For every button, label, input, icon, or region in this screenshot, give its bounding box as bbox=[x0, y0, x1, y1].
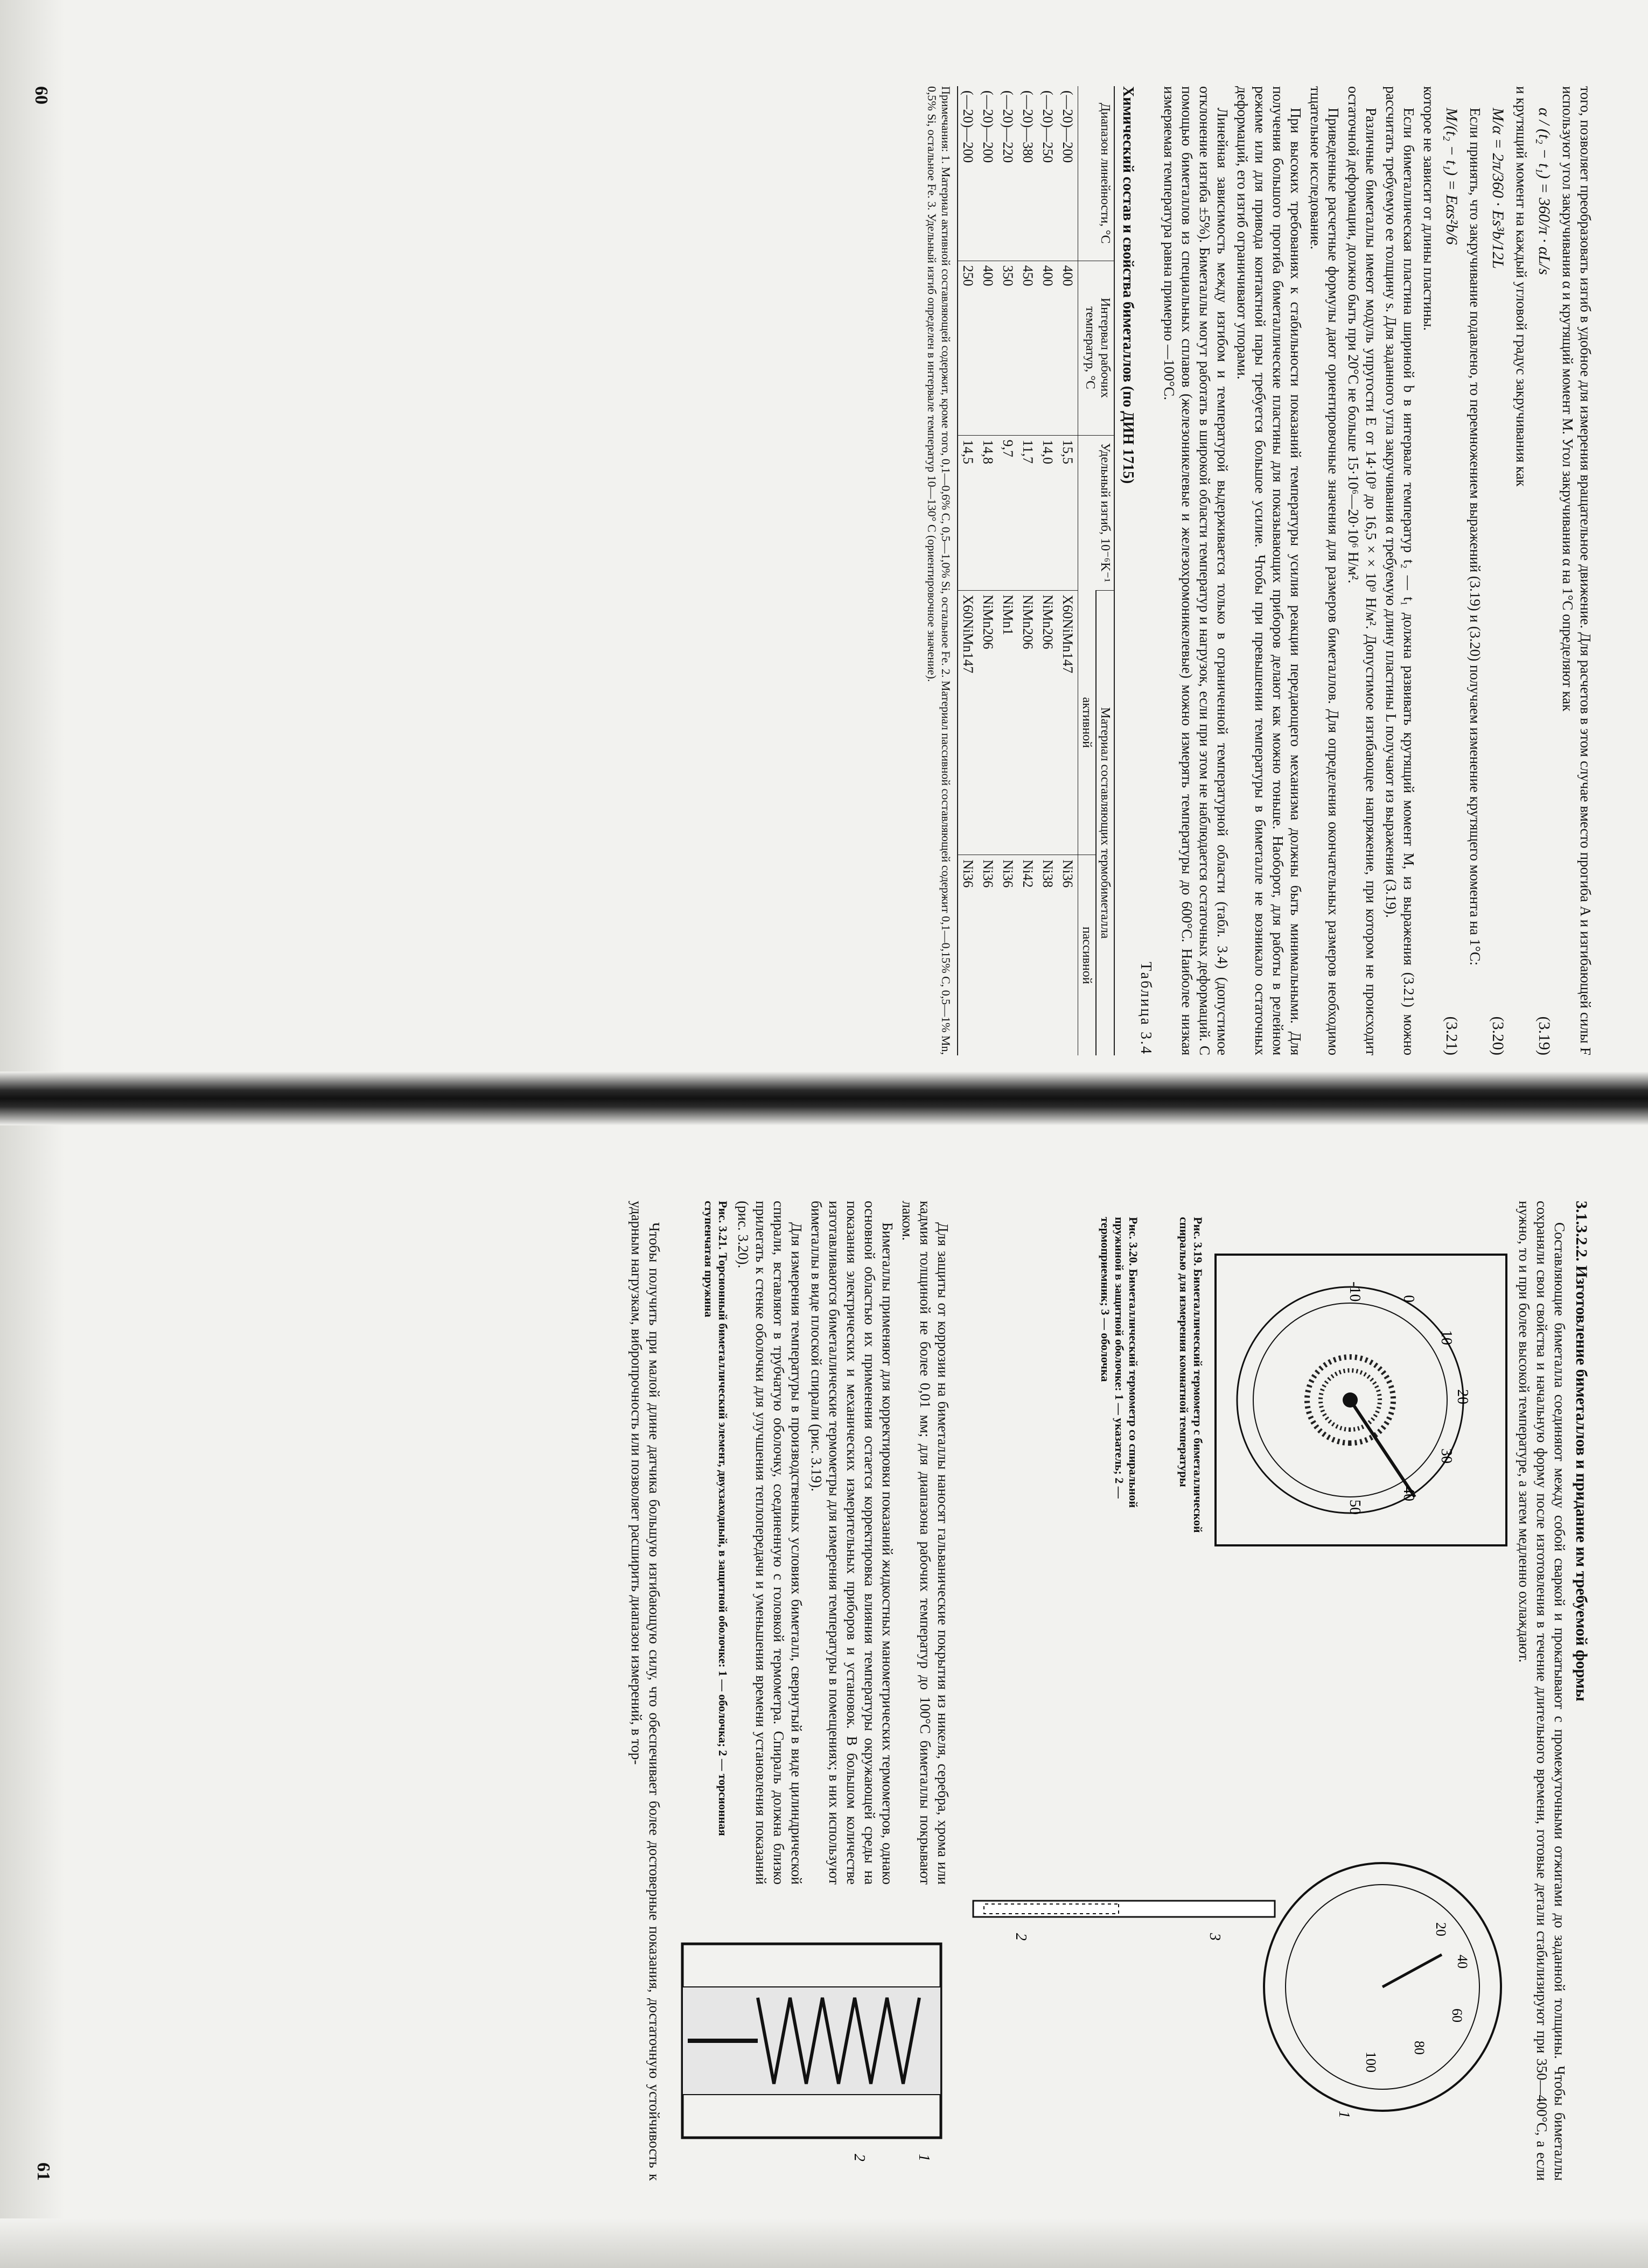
book-spine-shadow bbox=[0, 1072, 1648, 1125]
table-cell: Ni36 bbox=[998, 855, 1018, 1055]
figure-label: 2 bbox=[851, 2154, 868, 2161]
dial-label: 40 bbox=[1455, 1955, 1470, 1969]
table-cell: 15,5 bbox=[1058, 435, 1078, 590]
page-61 bbox=[33, 1201, 1594, 2181]
table-cell: (—20)—380 bbox=[1020, 90, 1036, 163]
table-row bbox=[958, 86, 978, 1055]
figure-caption-3-20: Рис. 3.20. Биметаллический термометр со спиральной пружиной в защитной оболочке: 1 — указатель; 2 — термоприемник; 3 — оболочка bbox=[1099, 1217, 1140, 1508]
table-header: Интервал рабочих температур, °C bbox=[1078, 261, 1115, 435]
table-row bbox=[1058, 86, 1078, 1055]
page-number: 61 bbox=[33, 2162, 53, 2181]
table-cell: Ni36 bbox=[978, 855, 998, 1055]
table-cell: NiMn1 bbox=[998, 590, 1018, 855]
table-cell: 14,0 bbox=[1038, 435, 1058, 590]
section-heading: 3.1.3.2.2. Изготовление биметаллов и придание им требуемой формы bbox=[1573, 1201, 1590, 1702]
table-cell: NiMn206 bbox=[1018, 590, 1038, 855]
dial-label: 0 bbox=[1400, 1295, 1417, 1303]
table-row bbox=[978, 86, 998, 1055]
table-title: Химический состав и свойства биметаллов (по ДИН 1715) bbox=[1120, 86, 1136, 484]
scan-bottom-edge bbox=[0, 2218, 1648, 2268]
page-number: 60 bbox=[31, 86, 51, 104]
formula-3-20: M/α = 2π/360 · Es³b/12L (3.20) bbox=[1489, 108, 1507, 1055]
table-cell: 11,7 bbox=[1018, 435, 1038, 590]
table-header: Удельный изгиб, 10⁻⁶K⁻¹ bbox=[1078, 435, 1115, 590]
paragraph: Приведенные расчетные формулы дают ориентировочные значения для размеров биметаллов. Для определения окончательных размеров необходимо тщательное исследование. bbox=[1308, 86, 1342, 1055]
thermometer-stem bbox=[973, 1901, 1275, 1917]
table-cell: 450 bbox=[1018, 261, 1038, 435]
table-header: Диапазон линейности, °C bbox=[1078, 86, 1115, 261]
table-row bbox=[1018, 86, 1038, 1055]
pointer-needle bbox=[1350, 1400, 1415, 1497]
table-cell: NiMn206 bbox=[1038, 590, 1058, 855]
table-cell: (—20)—200 bbox=[1060, 90, 1076, 163]
table-cell: 9,7 bbox=[998, 435, 1018, 590]
dial-label: 50 bbox=[1346, 1500, 1363, 1515]
torsion-element-drawing bbox=[672, 1901, 952, 2181]
table-cell: X60NiMn147 bbox=[1058, 590, 1078, 855]
dial-label: 10 bbox=[1438, 1330, 1455, 1345]
table-header: пассивной bbox=[1078, 855, 1097, 1055]
paragraph: Чтобы получить при малой длине датчика большую изгибающую силу, что обеспечивает более достоверные показания, достаточную устойчивость к ударным нагрузкам, вибропрочность или позволяет расширить диапазон измерений, в тор- bbox=[629, 1201, 662, 2181]
paragraph: которое не зависит от длины пластины. bbox=[1421, 86, 1437, 331]
table-note: Примечания: 1. Материал активной составляющей содержит, кроме того, 0,1—0,6% C, 0,5—1,0% Si, остальное Fe. 2. Материал пассивной составляющей содержит 0,1—0,15% C, 0,5—1% Mn, 0,5% Si, остальное Fe. 3. Удельный изгиб определен в интервале температур 10—130° C (ориентировочное значение). bbox=[925, 86, 953, 1055]
paragraph: При высоких требованиях к стабильности показаний температуры усилия реакции передающего механизма должны быть минимальными. Для получения большого прогиба биметаллические пластины для показывающих приборов делают как можно тоньше. Наоборот, для работы в релейном режиме или для привода контактной пары требуется большое усилие. Чтобы при превышении температуры в биметалле не возникало остаточных деформаций, его изгиб ограничивают упорами. bbox=[1234, 86, 1304, 1055]
text-column bbox=[667, 1201, 952, 1885]
table-cell: NiMn206 bbox=[978, 590, 998, 855]
bimetal-table bbox=[957, 86, 1115, 1055]
table-cell: 400 bbox=[1038, 261, 1058, 435]
industrial-thermometer-drawing bbox=[952, 1610, 1512, 2148]
dial-label: 60 bbox=[1449, 2008, 1465, 2022]
table-cell: X60NiMn147 bbox=[958, 590, 978, 855]
pointer-hub bbox=[1343, 1392, 1358, 1408]
paragraph: Составляющие биметалла соединяют между собой сваркой и прокатывают с промежуточными отжигами до заданной толщины. Чтобы биметаллы сохраняли свои свойства и начальную форму после изготовления в течение длительного времени, готовые детали стабилизируют при 350—400°C, а если нужно, то и при более высокой температуре, а затем медленно охлаждают. bbox=[1516, 1201, 1568, 2181]
dial-label: -10 bbox=[1346, 1282, 1363, 1302]
dial-label: 20 bbox=[1454, 1389, 1471, 1404]
table-cell: Ni36 bbox=[1058, 855, 1078, 1055]
formula-3-19: α / (t₂ − t₁) = 360/π · αL/s (3.19) bbox=[1535, 108, 1553, 1055]
figure-label: 2 bbox=[1012, 1933, 1029, 1941]
table-cell: Ni38 bbox=[1038, 855, 1058, 1055]
paragraph: Линейная зависимость между изгибом и температурой выдерживается только в ограниченной температурной области (табл. 3.4) (допустимое отклонение изгиба ±5%). Биметаллы могут работать в широкой области температур и нагрузок, если при этом не наблюдается остаточных деформаций. С помощью биметаллов из специальных сплавов (железоникелевые и железохромоникелевые) можно измерять температуры до 600°C. Наиболее низкая измеряемая температура равна примерно —100°C. bbox=[1161, 86, 1231, 1055]
table-cell: 14,8 bbox=[978, 435, 998, 590]
figure-3-19 bbox=[1099, 1217, 1512, 1551]
paragraph: Для защиты от коррозии на биметаллы наносят гальванические покрытия из никеля, серебра, хрома или кадмия толщиной не более 0,01 мм; для диапазона рабочих температур до 100°C биметаллы покрывают лаком. bbox=[899, 1201, 951, 1885]
figure-label: 1 bbox=[916, 2154, 932, 2161]
table-cell: (—20)—200 bbox=[958, 86, 978, 261]
formula-3-21: M/(t₂ − t₁) = Eαs²b/6 (3.21) bbox=[1443, 108, 1461, 1055]
table-row bbox=[1038, 86, 1058, 1055]
figure-3-20 bbox=[952, 1610, 1512, 2148]
table-cell: Ni36 bbox=[958, 855, 978, 1055]
figures-area bbox=[952, 1201, 1512, 2181]
table-cell: (—20)—220 bbox=[1000, 90, 1016, 163]
paragraph: Если биметаллическая пластина шириной b в интервале температур t₂ — t₁ должна развивать крутящий момент M, из выражения (3.21) можно рассчитать требуемую ее толщину s. Для заданного угла закручивания α требуемую длину пластины L получают из выражения (3.19). bbox=[1383, 86, 1417, 1055]
room-thermometer-drawing bbox=[1210, 1249, 1512, 1551]
paragraph: того, позволяет преобразовать изгиб в удобное для измерения вращательное движение. Для расчетов в этом случае вместо прогиба A и изгибающей силы F используют угол закручивания α и крутящий момент M. Угол закручивания α на 1°C определяют как bbox=[1560, 86, 1594, 1055]
table-cell: 400 bbox=[1058, 261, 1078, 435]
table-cell: (—20)—200 bbox=[980, 90, 996, 163]
dial-label: 80 bbox=[1412, 2041, 1427, 2055]
lower-content bbox=[667, 1201, 952, 2181]
paragraph: Различные биметаллы имеют модуль упругости E от 14·10⁹ до 16,5 × × 10⁹ Н/м². Допустимое изгибающее напряжение, при котором не происходит остаточной деформации, должно быть при 20°C не больше 15·10⁶—20·10⁶ Н/м². bbox=[1345, 86, 1379, 1055]
dial-label: 20 bbox=[1433, 1922, 1449, 1936]
figure-caption-3-19: Рис. 3.19. Биметаллический термометр с биметаллической спиралью для измерения комнатной температуры bbox=[1177, 1217, 1205, 1533]
table-cell: Ni42 bbox=[1018, 855, 1038, 1055]
thermometer-pointer bbox=[1382, 1955, 1442, 1987]
table-header: Материал составляющих термобиметалла bbox=[1096, 590, 1114, 1055]
table-cell: 14,5 bbox=[958, 435, 978, 590]
table-row bbox=[998, 86, 1018, 1055]
dial-label: 100 bbox=[1363, 2052, 1379, 2073]
table-label: Таблица 3.4 bbox=[1137, 962, 1154, 1055]
table-cell: 250 bbox=[958, 261, 978, 435]
paragraph: Если принять, что закручивание подавлено, то перемножением выражений (3.19) и (3.20) получаем изменение крутящего момента на 1°C: bbox=[1467, 108, 1483, 966]
page-60 bbox=[31, 86, 1594, 1055]
paragraph: Биметаллы применяют для корректировки показаний жидкостных манометрических термометров, однако основной областью их применения остается корректировка влияния температуры окружающей среды на показания электрических и механических измерительных приборов и установок. В большом количестве изготавливаются биметаллические термометры для измерения температуры в помещениях; в них используют биметаллы в виде плоской спирали (рис. 3.19). bbox=[808, 1201, 896, 1885]
paragraph: Для измерения температуры в производственных условиях биметалл, свернутый в виде цилиндрической спирали, вставляют в трубчатую оболочку, соединенную с головкой термометра. Спираль должна близко прилегать к стенке оболочки для улучшения теплопередачи и уменьшения времени установления показаний (рис. 3.20). bbox=[735, 1201, 805, 1885]
dial-label: 40 bbox=[1400, 1486, 1417, 1501]
table-cell: 350 bbox=[998, 261, 1018, 435]
table-header: активной bbox=[1078, 590, 1097, 855]
dial-label: 30 bbox=[1438, 1448, 1455, 1464]
table-caption bbox=[1119, 86, 1155, 1055]
paragraph: и крутящий момент на каждый угловой градус закручивания как bbox=[1513, 86, 1530, 487]
figure-label: 1 bbox=[1336, 2111, 1352, 2118]
table-cell: 400 bbox=[978, 261, 998, 435]
table-cell: (—20)—250 bbox=[1040, 90, 1056, 163]
figure-caption-3-21: Рис. 3.21. Торсионный биметаллический элемент, двухзаходный, в защитной оболочке: 1 — оболочка; 2 — торсионная ступенчатая пружина bbox=[702, 1201, 730, 1836]
figure-label: 3 bbox=[1206, 1933, 1223, 1941]
figure-3-21 bbox=[667, 1901, 952, 2181]
